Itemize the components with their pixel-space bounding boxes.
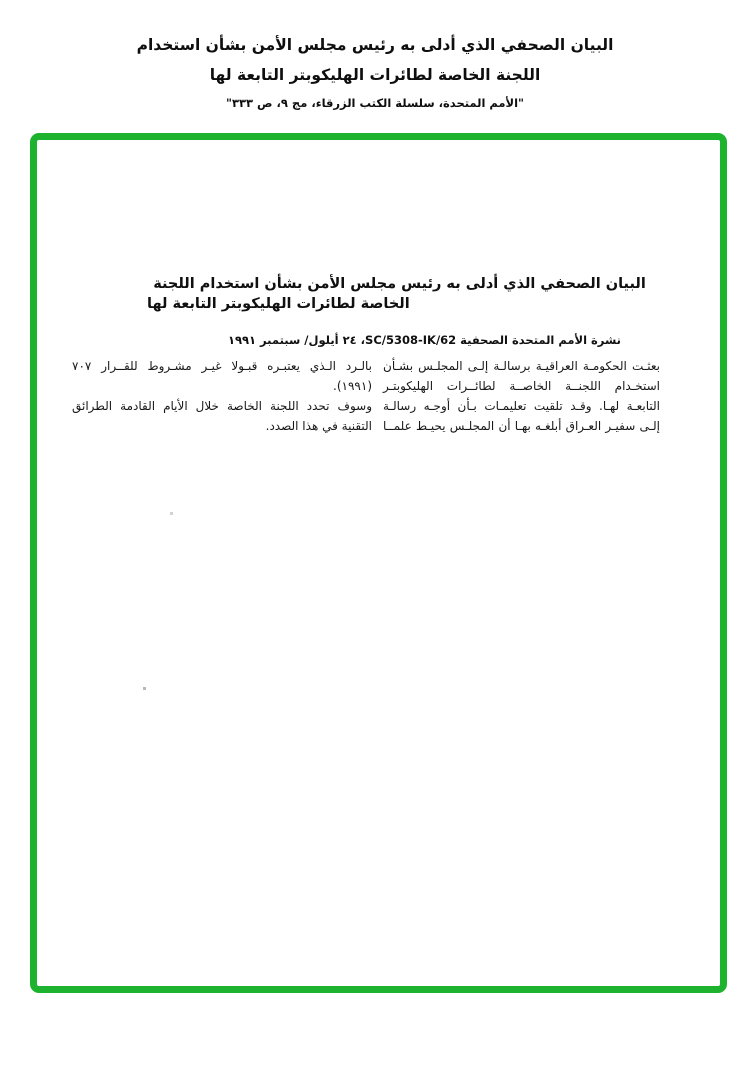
- header-title-line2: اللجنة الخاصة لطائرات الهليكوبتر التابعة لها: [209, 66, 541, 84]
- scan-speck: [170, 512, 173, 515]
- press-release-source-line: نشرة الأمم المتحدة الصحفية SC/5308-IK/62، ٢٤ أيلول/ سبتمبر ١٩٩١: [227, 333, 621, 347]
- scan-speck: [143, 687, 146, 690]
- body-text-line: إلـى سفيـر العـراق أبلغـه بهـا أن المجلـس يحيـط علمــا: [383, 419, 660, 433]
- body-text-line: وسوف تحدد اللجنة الخاصة خلال الأيام القادمة الطرائق: [72, 399, 372, 413]
- document-title-line2: الخاصة لطائرات الهليكوبتر التابعة لها: [147, 296, 410, 312]
- body-text-line: بالـرد الـذي يعتبـره قبـولا غيـر مشـروط للقــرار ٧٠٧: [72, 359, 372, 373]
- body-text-line: التابعـة لهـا. وقـد تلقيت تعليمـات بـأن أوجـه رسالـة: [383, 399, 660, 413]
- body-text-line: (١٩٩١).: [333, 379, 372, 393]
- document-page: [30, 133, 727, 993]
- body-text-line: بعثـت الحكومـة العراقيـة برسالـة إلـى المجلـس بشـأن: [383, 359, 660, 373]
- body-text-line: التقنية في هذا الصدد.: [265, 419, 372, 433]
- page-header: [0, 30, 750, 117]
- body-column-left: [72, 356, 372, 436]
- body-text-line: استخـدام اللجنــة الخاصــة لطائــرات الهليكوبتـر: [383, 379, 660, 393]
- header-citation: "الأمم المتحدة، سلسلة الكتب الزرقاء، مج ٩، ص ٣٣٣": [225, 96, 525, 110]
- body-column-right: [383, 356, 660, 436]
- header-title-line1: البيان الصحفي الذي أدلى به رئيس مجلس الأمن بشأن استخدام: [136, 36, 614, 54]
- document-title-line1: البيان الصحفي الذي أدلى به رئيس مجلس الأمن بشأن استخدام اللجنة: [153, 276, 646, 292]
